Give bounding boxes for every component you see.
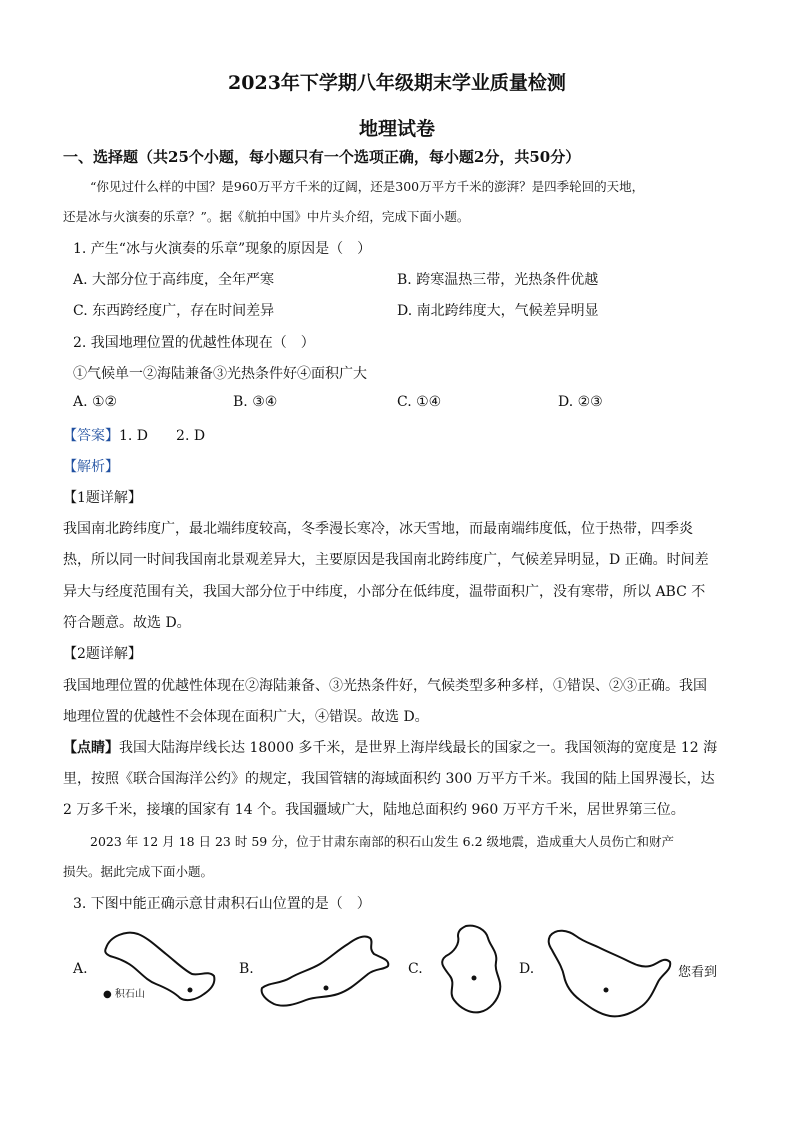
- q2-option-c: C. ①④: [397, 394, 442, 410]
- detail-1-line: 符合题意。故选 D。: [63, 615, 191, 631]
- q2-option-a: A. ①②: [73, 394, 118, 410]
- detail-2-line: 我国地理位置的优越性体现在②海陆兼备、③光热条件好，气候类型多种多样，①错误、②③正确。我国: [63, 678, 707, 694]
- watermark: 您看到: [678, 965, 718, 980]
- q3-option-a: A.: [73, 961, 88, 977]
- q2-option-b: B. ③④: [233, 394, 278, 410]
- question-2-items: ①气候单一②海陆兼备③光热条件好④面积广大: [73, 366, 367, 382]
- q1-option-a: A. 大部分位于高纬度，全年严寒: [73, 272, 275, 288]
- q3-option-d: D.: [519, 961, 535, 977]
- tip-tag: 【点睛】: [63, 740, 119, 756]
- tip-row: [63, 737, 717, 757]
- answer-text: 1. D 2. D: [119, 428, 206, 444]
- detail-1-tag: 【1题详解】: [63, 490, 142, 506]
- answer-tag: 【答案】: [63, 428, 119, 444]
- answer-row: [63, 425, 205, 445]
- map-label: 积石山: [114, 989, 145, 1000]
- question-1-stem: 1. 产生“冰与火演奏的乐章”现象的原因是（ ）: [73, 241, 372, 257]
- detail-2-line: 地理位置的优越性不会体现在面积广大，④错误。故选 D。: [63, 709, 429, 725]
- detail-1-line: 我国南北跨纬度广，最北端纬度较高，冬季漫长寒冷，冰天雪地，而最南端纬度低，位于热带，四季炎: [63, 521, 693, 537]
- intro-line-1: “你见过什么样的中国？是960万平方千米的辽阔，还是300万平方千米的澎湃？是四季轮回的天地，: [90, 179, 645, 194]
- analysis-tag: 【解析】: [63, 459, 119, 475]
- q2-option-d: D. ②③: [558, 394, 603, 410]
- page-subtitle: 地理试卷: [358, 118, 435, 140]
- tip-line: 我国大陆海岸线长达 18000 多千米，是世界上海岸线最长的国家之一。我国领海的宽度是 12 海: [119, 740, 718, 756]
- map-d-outline: [546, 926, 674, 1022]
- intro2-line-2: 损失。据此完成下面小题。: [63, 864, 214, 879]
- intro-line-2: 还是冰与火演奏的乐章？”。据《航拍中国》中片头介绍，完成下面小题。: [63, 209, 470, 224]
- map-a-marker-label: [103, 985, 145, 1000]
- question-3-stem: 3. 下图中能正确示意甘肃积石山位置的是（ ）: [73, 896, 371, 912]
- section-heading: 一、选择题（共25个小题，每小题只有一个选项正确，每小题2分，共50分）: [63, 148, 581, 166]
- q3-option-c: C.: [408, 961, 423, 977]
- detail-1-line: 热，所以同一时间我国南北景观差异大，主要原因是我国南北跨纬度广，气候差异明显，D 正确。时间差: [63, 552, 709, 568]
- page-title: 2023年下学期八年级期末学业质量检测: [228, 72, 566, 94]
- map-c-outline: [436, 922, 510, 1016]
- detail-1-line: 异大与经度范围有关，我国大部分位于中纬度，小部分在低纬度，温带面积广，没有寒带，所以 ABC 不: [63, 584, 706, 600]
- detail-2-tag: 【2题详解】: [63, 646, 142, 662]
- q3-option-b: B.: [239, 961, 254, 977]
- marker-dot-icon: ●: [103, 989, 112, 1000]
- q1-option-b: B. 跨寒温热三带，光热条件优越: [397, 272, 599, 288]
- q1-option-c: C. 东西跨经度广，存在时间差异: [73, 303, 275, 319]
- map-b-outline: [258, 930, 394, 1010]
- q1-option-d: D. 南北跨纬度大，气候差异明显: [397, 303, 599, 319]
- tip-line: 里，按照《联合国海洋公约》的规定，我国管辖的海域面积约 300 万平方千米。我国的陆上国界漫长，达: [63, 771, 715, 787]
- question-2-stem: 2. 我国地理位置的优越性体现在（ ）: [73, 335, 315, 351]
- tip-line: 2 万多千米，接壤的国家有 14 个。我国疆域广大，陆地总面积约 960 万平方千米，居世界第三位。: [63, 802, 685, 818]
- intro2-line-1: 2023 年 12 月 18 日 23 时 59 分，位于甘肃东南部的积石山发生 6.2 级地震，造成重大人员伤亡和财产: [90, 834, 675, 849]
